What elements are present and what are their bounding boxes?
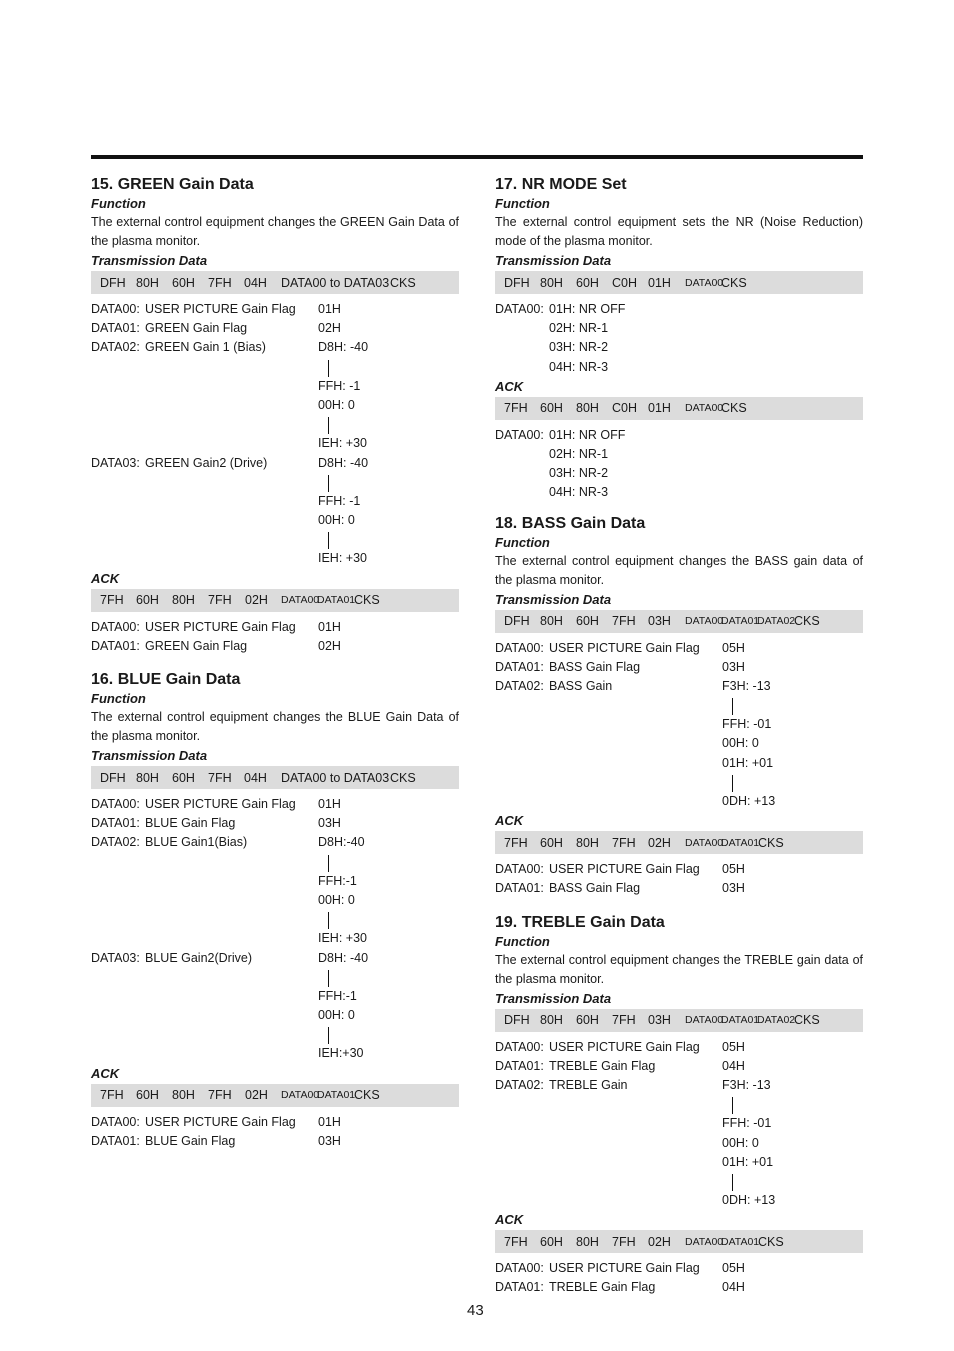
range-line [91, 358, 459, 377]
range-line [91, 853, 459, 872]
code-cell: 02H [648, 835, 671, 850]
row-key: DATA01: [495, 659, 544, 674]
code-cell: 80H [540, 614, 563, 628]
row-key: DATA00: [495, 302, 544, 316]
code-cell: 60H [576, 1013, 599, 1028]
row-value: 0DH: +13 [722, 1193, 776, 1208]
section-title: 16. BLUE Gain Data [91, 671, 241, 688]
row-value: 00H: 0 [722, 736, 759, 751]
code-cell: DATA01 [721, 615, 760, 627]
row-name: GREEN Gain2 (Drive) [145, 455, 268, 470]
code-cell: 04H [244, 770, 267, 785]
data-row [495, 1134, 863, 1153]
data-row [91, 338, 459, 357]
row-key: DATA00: [91, 1114, 140, 1129]
row-key: DATA00: [91, 619, 140, 634]
section-treble-gain [495, 913, 863, 1298]
left-column [91, 175, 459, 1151]
code-cell: C0H [612, 275, 638, 290]
code-cell: 01H [648, 401, 671, 416]
row-name: 03H: NR-2 [549, 466, 609, 481]
ack-rows [91, 1113, 459, 1151]
row-key: DATA02: [495, 1077, 544, 1092]
function-label: Function [495, 933, 550, 949]
ack-label: ACK [91, 570, 120, 586]
code-cell: DATA00 [685, 1014, 724, 1027]
row-value: F3H: -13 [722, 678, 771, 693]
transmission-code-bar [91, 766, 459, 789]
code-cell: DFH [504, 275, 530, 290]
code-cell: 7FH [612, 614, 636, 628]
code-cell: 7FH [208, 770, 232, 785]
row-name: 02H: NR-1 [549, 321, 609, 336]
range-line [91, 415, 459, 434]
section-title: 15. GREEN Gain Data [91, 176, 254, 193]
data-row [495, 860, 863, 879]
code-cell: DATA00 [281, 1089, 320, 1102]
row-value: IEH:+30 [318, 1046, 364, 1061]
top-rule [91, 155, 863, 159]
row-name: BASS Gain [549, 678, 613, 693]
row-value: 01H: +01 [722, 1154, 774, 1169]
row-value: 02H [318, 321, 341, 336]
ack-code-bar [91, 1084, 459, 1107]
row-name: USER PICTURE Gain Flag [549, 1261, 700, 1276]
row-value: 01H [318, 302, 341, 316]
row-key: DATA01: [91, 1133, 140, 1148]
row-value: 00H: 0 [318, 892, 355, 907]
transmission-code-bar [91, 271, 459, 294]
code-cell: 7FH [612, 1013, 636, 1028]
transmission-label: Transmission Data [495, 990, 612, 1006]
code-cell: 60H [576, 275, 599, 290]
data-row [495, 1259, 863, 1278]
row-value: D8H: -40 [318, 950, 369, 965]
code-cell: CKS [721, 401, 747, 416]
code-cell: DATA01 [721, 1235, 760, 1248]
section-title: 17. NR MODE Set [495, 176, 627, 193]
row-name: BLUE Gain Flag [145, 1133, 236, 1148]
function-description: The external control equipment changes the BLUE Gain Data of the plasma monitor. [91, 710, 459, 743]
row-value: IEH: +30 [318, 436, 367, 451]
row-key: DATA00: [495, 427, 544, 442]
row-key: DATA00: [91, 797, 140, 811]
data-row [495, 483, 863, 502]
code-cell: 80H [136, 275, 159, 290]
row-name: BLUE Gain Flag [145, 816, 236, 831]
code-cell: DFH [504, 1013, 530, 1028]
code-cell: DATA00 [685, 615, 724, 627]
code-cell: DATA01 [721, 1014, 760, 1027]
data-row [91, 300, 459, 319]
code-cell: CKS [794, 614, 820, 628]
data-row [91, 377, 459, 396]
data-row [91, 814, 459, 833]
row-name: 04H: NR-3 [549, 485, 609, 500]
range-line [495, 1095, 863, 1114]
code-cell: DATA00 [685, 276, 724, 289]
row-key: DATA03: [91, 455, 140, 470]
row-key: DATA01: [91, 638, 140, 653]
data-row [495, 658, 863, 677]
code-cell: CKS [354, 1088, 380, 1103]
row-name: USER PICTURE Gain Flag [549, 1039, 700, 1054]
data-row [495, 792, 863, 811]
code-cell: 80H [172, 593, 195, 608]
code-cell: CKS [354, 593, 380, 608]
range-line [495, 773, 863, 792]
row-value: D8H: -40 [318, 340, 369, 355]
data-row [495, 1278, 863, 1297]
data-row [91, 872, 459, 891]
data-row [495, 715, 863, 734]
function-label: Function [91, 196, 146, 211]
code-cell: 04H [244, 275, 267, 290]
row-name: TREBLE Gain Flag [549, 1280, 656, 1295]
data-row [495, 300, 863, 319]
row-value: 01H: +01 [722, 755, 774, 770]
code-cell: 60H [540, 835, 563, 850]
row-name: BLUE Gain1(Bias) [145, 835, 248, 850]
row-value: 00H: 0 [318, 1008, 355, 1023]
row-name: GREEN Gain 1 (Bias) [145, 340, 266, 355]
code-cell: 60H [540, 1234, 563, 1249]
row-value: 03H [722, 881, 745, 896]
data-row [495, 639, 863, 658]
ack-label: ACK [495, 1212, 524, 1228]
data-row [495, 754, 863, 773]
function-description: The external control equipment sets the NR (Noise Reduction) mode of the plasma monitor. [495, 215, 863, 248]
code-cell: DATA00 to DATA03 [281, 275, 390, 290]
code-cell: CKS [390, 275, 416, 290]
row-value: 00H: 0 [722, 1135, 759, 1150]
code-cell: 7FH [208, 593, 232, 608]
ack-code-bar [495, 831, 863, 854]
ack-code-bar [495, 397, 863, 420]
data-row [495, 445, 863, 464]
row-name: TREBLE Gain [549, 1077, 628, 1092]
code-cell: DATA02 [757, 1014, 796, 1027]
data-row [495, 338, 863, 357]
row-key: DATA00: [495, 640, 544, 655]
code-cell: DATA00 [685, 836, 724, 849]
data-row [91, 549, 459, 568]
row-key: DATA01: [495, 1058, 544, 1073]
row-value: F3H: -13 [722, 1077, 771, 1092]
transmission-code-bar [495, 1009, 863, 1032]
row-name: 01H: NR OFF [549, 427, 626, 442]
row-key: DATA01: [495, 881, 544, 896]
code-cell: 7FH [504, 835, 528, 850]
data-rows [495, 639, 863, 812]
data-row [91, 1113, 459, 1132]
row-name: TREBLE Gain Flag [549, 1058, 656, 1073]
row-value: 00H: 0 [318, 513, 355, 528]
code-cell: 80H [576, 835, 599, 850]
ack-label: ACK [495, 813, 524, 829]
code-cell: 60H [136, 593, 159, 608]
row-value: IEH: +30 [318, 931, 367, 946]
code-cell: 7FH [612, 1234, 636, 1249]
function-description: The external control equipment changes the BASS gain data of the plasma monitor. [495, 553, 863, 587]
code-cell: DFH [100, 275, 126, 290]
data-row [91, 454, 459, 473]
row-name: 04H: NR-3 [549, 359, 609, 374]
row-value: FFH: -1 [318, 493, 361, 508]
range-line [91, 1025, 459, 1044]
data-row [495, 426, 863, 445]
section-bass-gain [495, 514, 863, 899]
data-rows [91, 795, 459, 1064]
code-cell: DATA01 [317, 1089, 356, 1102]
code-cell: DATA00 [685, 402, 724, 415]
data-row [91, 1006, 459, 1025]
row-value: 03H [318, 816, 341, 831]
data-row [91, 434, 459, 453]
row-name: GREEN Gain Flag [145, 321, 248, 336]
data-rows [495, 1038, 863, 1211]
data-row [91, 1044, 459, 1063]
row-value: D8H: -40 [318, 455, 369, 470]
transmission-label: Transmission Data [495, 591, 612, 607]
function-label: Function [91, 691, 146, 706]
row-value: 00H: 0 [318, 397, 355, 412]
data-row [91, 795, 459, 814]
code-cell: 60H [136, 1088, 159, 1103]
data-row [91, 891, 459, 910]
row-name: 01H: NR OFF [549, 302, 626, 316]
row-value: IEH: +30 [318, 551, 367, 566]
code-cell: C0H [612, 401, 638, 416]
row-name: 03H: NR-2 [549, 340, 609, 355]
transmission-label: Transmission Data [495, 253, 612, 268]
code-cell: 7FH [100, 1088, 124, 1103]
row-name: USER PICTURE Gain Flag [549, 862, 700, 877]
code-cell: 60H [540, 401, 563, 416]
row-value: 01H [318, 1114, 341, 1129]
section-blue-gain [91, 670, 459, 1151]
row-key: DATA02: [495, 678, 544, 693]
row-key: DATA02: [91, 340, 140, 355]
code-cell: 7FH [100, 593, 124, 608]
row-name: 02H: NR-1 [549, 446, 609, 461]
code-cell: 60H [576, 614, 599, 628]
data-row [495, 1114, 863, 1133]
code-cell: DATA01 [317, 594, 356, 607]
row-value: FFH: -01 [722, 717, 772, 732]
row-value: D8H:-40 [318, 835, 365, 850]
code-cell: DFH [100, 770, 126, 785]
data-row [495, 677, 863, 696]
section-title: 19. TREBLE Gain Data [495, 913, 665, 931]
row-value: FFH: -01 [722, 1116, 772, 1131]
ack-rows [495, 426, 863, 503]
row-name: USER PICTURE Gain Flag [145, 1114, 296, 1129]
code-cell: 7FH [208, 1088, 232, 1103]
row-value: FFH: -1 [318, 378, 361, 393]
row-value: 01H [318, 797, 341, 811]
data-row [495, 1153, 863, 1172]
ack-rows [91, 618, 459, 656]
data-row [495, 319, 863, 338]
section-nr-mode [495, 175, 863, 503]
code-cell: 7FH [504, 401, 528, 416]
data-row [91, 1132, 459, 1151]
row-value: 0DH: +13 [722, 794, 776, 808]
code-cell: 80H [136, 770, 159, 785]
code-cell: CKS [390, 770, 416, 785]
row-key: DATA01: [91, 321, 140, 336]
row-value: FFH:-1 [318, 873, 357, 888]
transmission-code-bar [495, 610, 863, 633]
data-row [91, 492, 459, 511]
code-cell: 01H [648, 275, 671, 290]
function-label: Function [495, 534, 550, 550]
row-value: FFH:-1 [318, 988, 357, 1003]
code-cell: 60H [172, 770, 195, 785]
data-row [91, 319, 459, 338]
data-rows [495, 300, 863, 377]
row-key: DATA00: [495, 862, 544, 877]
code-cell: CKS [721, 275, 747, 290]
code-cell: 02H [648, 1234, 671, 1249]
row-value: 04H [722, 1280, 745, 1295]
range-line [91, 910, 459, 929]
data-row [495, 879, 863, 898]
code-cell: 80H [540, 275, 563, 290]
code-cell: 80H [540, 1013, 563, 1028]
data-row [91, 929, 459, 948]
range-line [91, 968, 459, 987]
code-cell: 03H [648, 614, 671, 628]
function-description: The external control equipment changes the TREBLE gain data of the plasma monitor. [495, 952, 863, 986]
row-name: USER PICTURE Gain Flag [145, 619, 296, 634]
data-row [91, 833, 459, 852]
row-key: DATA00: [91, 302, 140, 316]
code-cell: 02H [245, 593, 268, 608]
range-line [91, 473, 459, 492]
data-row [495, 464, 863, 483]
section-title: 18. BASS Gain Data [495, 514, 646, 532]
code-cell: DATA02 [757, 615, 796, 627]
ack-code-bar [91, 589, 459, 612]
code-cell: DATA00 [281, 594, 320, 607]
data-row [495, 1076, 863, 1095]
transmission-label: Transmission Data [91, 748, 208, 763]
data-row [91, 949, 459, 968]
row-value: 05H [722, 1261, 745, 1276]
row-value: 03H [318, 1133, 341, 1148]
row-name: BASS Gain Flag [549, 659, 641, 674]
section-green-gain [91, 175, 459, 656]
code-cell: CKS [758, 835, 784, 850]
row-value: 03H [722, 659, 745, 674]
code-cell: CKS [758, 1234, 784, 1249]
row-name: USER PICTURE Gain Flag [549, 640, 700, 655]
right-column [495, 175, 863, 1298]
row-name: GREEN Gain Flag [145, 638, 248, 653]
ack-code-bar [495, 1230, 863, 1253]
function-label: Function [495, 196, 550, 211]
row-name: USER PICTURE Gain Flag [145, 797, 296, 811]
code-cell: 7FH [208, 275, 232, 290]
data-row [495, 734, 863, 753]
code-cell: 03H [648, 1013, 671, 1028]
row-value: 05H [722, 640, 745, 655]
row-value: 02H [318, 638, 341, 653]
data-row [91, 987, 459, 1006]
code-cell: 80H [576, 1234, 599, 1249]
transmission-code-bar [495, 271, 863, 294]
data-row [91, 637, 459, 656]
data-row [495, 358, 863, 377]
code-cell: 80H [172, 1088, 195, 1103]
row-key: DATA01: [495, 1280, 544, 1295]
code-cell: DFH [504, 614, 530, 628]
data-rows [91, 300, 459, 569]
code-cell: 80H [576, 401, 599, 416]
code-cell: CKS [794, 1013, 820, 1028]
function-description: The external control equipment changes the GREEN Gain Data of the plasma monitor. [91, 215, 459, 248]
row-value: 01H [318, 619, 341, 634]
row-key: DATA01: [91, 816, 140, 831]
code-cell: DATA00 to DATA03 [281, 770, 390, 785]
code-cell: 7FH [612, 835, 636, 850]
code-cell: DATA00 [685, 1235, 724, 1248]
range-line [91, 530, 459, 549]
row-key: DATA00: [495, 1039, 544, 1054]
data-row [495, 1057, 863, 1076]
range-line [495, 696, 863, 715]
page-number: 43 [467, 1302, 484, 1319]
code-cell: 60H [172, 275, 195, 290]
data-row [495, 1191, 863, 1210]
ack-label: ACK [495, 378, 524, 394]
code-cell: 7FH [504, 1234, 528, 1249]
data-row [91, 511, 459, 530]
transmission-label: Transmission Data [91, 253, 208, 268]
ack-label: ACK [91, 1065, 120, 1081]
range-line [495, 1172, 863, 1191]
row-value: 05H [722, 862, 745, 877]
row-name: BLUE Gain2(Drive) [145, 950, 252, 965]
row-key: DATA03: [91, 950, 140, 965]
row-key: DATA00: [495, 1261, 544, 1276]
row-name: BASS Gain Flag [549, 881, 641, 896]
data-row [91, 396, 459, 415]
ack-rows [495, 1259, 863, 1297]
data-row [495, 1038, 863, 1057]
row-name: USER PICTURE Gain Flag [145, 302, 296, 316]
data-row [91, 618, 459, 637]
ack-rows [495, 860, 863, 898]
row-value: 05H [722, 1039, 745, 1054]
code-cell: 02H [245, 1088, 268, 1103]
code-cell: DATA01 [721, 836, 760, 849]
row-key: DATA02: [91, 835, 140, 850]
row-value: 04H [722, 1058, 745, 1073]
